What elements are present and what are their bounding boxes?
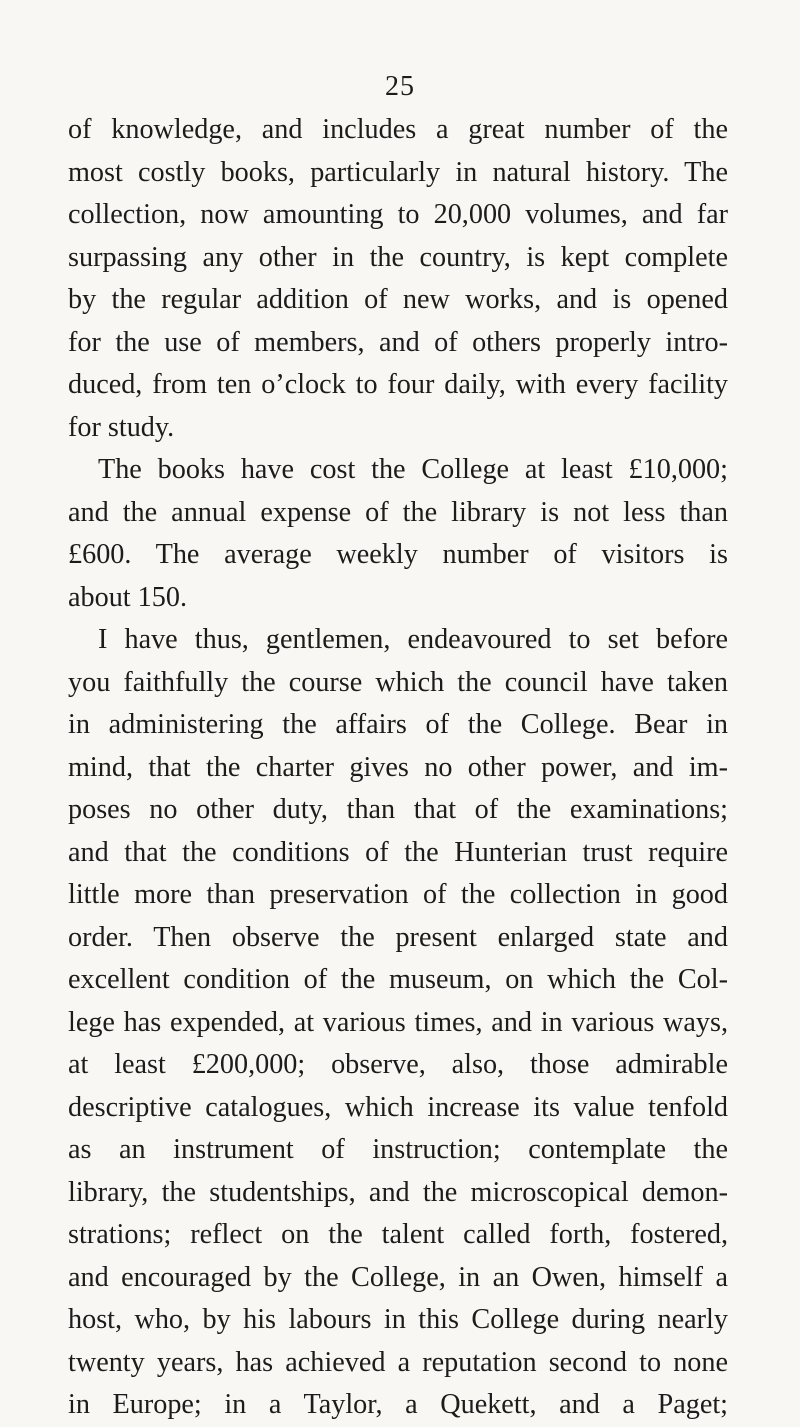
text-line: order. Then observe the present enlarged state and <box>68 921 728 953</box>
text-line: host, who, by his labours in this College during nearly <box>68 1304 728 1335</box>
text-line: strations; reflect on the talent called forth, fostered, <box>68 1219 728 1250</box>
text-line: and the annual expense of the library is not less than <box>68 496 728 528</box>
text-line: I have thus, gentlemen, endeavoured to set before <box>98 624 728 655</box>
text-line: and that the conditions of the Hunterian trust require <box>68 836 728 868</box>
text-line: of knowledge, and includes a great number of the <box>68 114 728 145</box>
text-line: you faithfully the course which the council have taken <box>68 666 728 698</box>
text-line: twenty years, has achieved a reputation second to none <box>68 1346 728 1378</box>
text-line: most costly books, particularly in natural history. The <box>68 156 728 188</box>
text-line: excellent condition of the museum, on which the Col- <box>68 964 728 995</box>
page-number: 25 <box>385 71 415 102</box>
text-line: in Europe; in a Taylor, a Quekett, and a Paget; <box>68 1389 728 1420</box>
text-line: duced, from ten o’clock to four daily, with every facility <box>68 369 728 400</box>
text-line: little more than preservation of the collection in good <box>68 879 728 910</box>
body-text <box>68 109 728 1427</box>
text-line: lege has expended, at various times, and in various ways, <box>68 1006 728 1038</box>
text-line: about 150. <box>68 581 187 613</box>
text-line: as an instrument of instruction; contemplate the <box>68 1134 728 1165</box>
text-line: descriptive catalogues, which increase its value tenfold <box>68 1091 728 1123</box>
text-line: at least £200,000; observe, also, those admirable <box>68 1049 728 1080</box>
text-line: and encouraged by the College, in an Owen, himself a <box>68 1261 728 1293</box>
text-line: by the regular addition of new works, and is opened <box>68 284 728 315</box>
text-line: for study. <box>68 411 175 443</box>
text-line: surpassing any other in the country, is kept complete <box>68 241 728 273</box>
text-line: for the use of members, and of others properly intro- <box>68 326 728 358</box>
text-line: poses no other duty, than that of the examinations; <box>68 794 728 825</box>
text-line: in administering the affairs of the College. Bear in <box>68 709 728 740</box>
text-line: The books have cost the College at least £10,000; <box>98 454 728 485</box>
text-line: £600. The average weekly number of visitors is <box>68 539 728 570</box>
text-line: library, the studentships, and the microscopical demon- <box>68 1176 728 1208</box>
text-line: collection, now amounting to 20,000 volumes, and far <box>68 199 728 230</box>
text-line: mind, that the charter gives no other power, and im- <box>68 751 728 783</box>
